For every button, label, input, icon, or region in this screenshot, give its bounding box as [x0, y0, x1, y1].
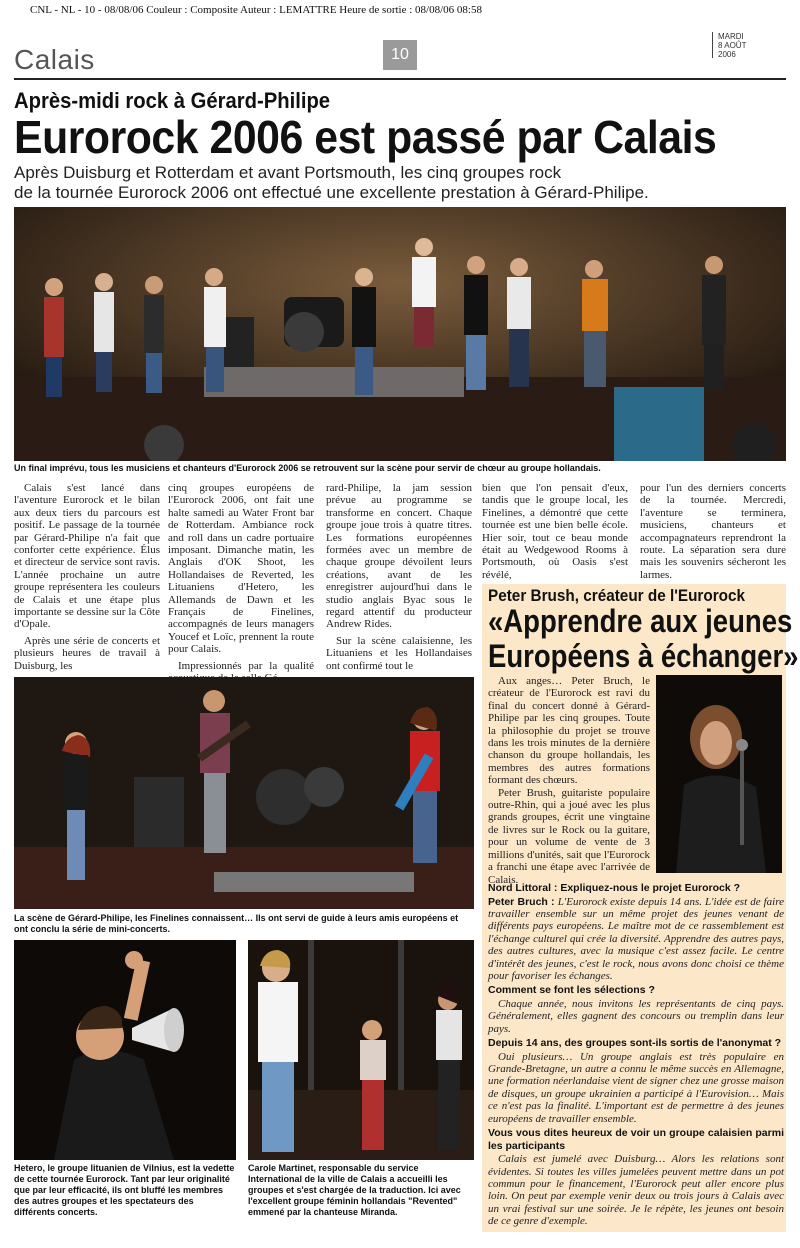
hetero-caption: Hetero, le groupe lituanien de Vilnius, est la vedette de cette tournée Eurorock. Tant par leur originalité que par leur efficacité, ils ont bluffé les membres des autres groupes et les spectateurs des différents concerts. — [14, 1163, 235, 1217]
finelines-photo — [14, 677, 474, 909]
peter-brush-photo — [656, 675, 782, 873]
answer-1-speaker: Peter Bruch : — [488, 895, 558, 908]
issue-date — [718, 32, 788, 59]
article-kicker: Après-midi rock à Gérard-Philipe — [14, 88, 331, 113]
answer-1: L'Eurorock existe depuis 14 ans. L'idée est de faire travailler ensemble sur un même projet des jeunes venant de différents pays européens. Le maître mot de ce rassemblement est l'échange culturel qui crée la diversité. Apprendre des autres pays, des autres cultures, avec la musique c'est assez facile. Le centre d'intérêt des jeunes, c'est le rock, nous avons donc choisi ce thème pour favoriser les échanges. — [488, 895, 784, 983]
question-3: Depuis 14 ans, des groupes sont-ils sortis de l'anonymat ? — [488, 1037, 782, 1050]
article-column-3 — [326, 482, 472, 676]
print-slug: CNL - NL - 10 - 08/08/06 Couleur : Composite Auteur : LEMATTRE Heure de sortie : 08/08/06 08:58 — [30, 4, 482, 16]
main-photo-caption: Un final imprévu, tous les musiciens et chanteurs d'Eurorock 2006 se retrouvent sur la scène pour servir de chœur au groupe hollandais. — [14, 463, 601, 473]
answer-4: Calais est jumelé avec Duisburg… Alors les relations sont évidentes. Si toutes les villes jumelées peuvent mettre dans un pot commun pour le financement, l'Eurorock peut aller encore plus loin. On peut par exemple venir deux ou trois jours à Calais avec un vrai festival sur une soirée. Je le répète, les jeunes ont besoin de ce genre d'exemple. — [488, 1153, 784, 1228]
column-1-paragraph-1: Calais s'est lancé dans l'aventure Eurorock et le bilan aux deux tiers du parcours est positif. Le passage de la tournée par Gérard-Philipe n'a fait que conforter cette expérience. Élus et directeur de service sont ravis. L'année prochaine un autre groupe représentera les couleurs de Calais et une étape plus importante se dessine sur la Côte d'Opale. — [14, 482, 160, 631]
column-2-paragraph-2: Impressionnés par la qualité — [178, 659, 314, 672]
question-1: Nord Littoral : Expliquez-nous le projet Eurorock ? — [488, 882, 741, 894]
article-column-4 — [482, 482, 628, 585]
standfirst-line-1: Après Duisburg et Rotterdam et avant Portsmouth, les cinq groupes rock — [14, 163, 562, 182]
column-3-paragraph-2: Sur la scène calaisienne, les Lituaniens et les Hollandaises ont confirmé tout le — [326, 634, 472, 672]
column-3-paragraph-1: rard-Philipe, la jam session prévue au programme se transforme en concert. Chaque groupe joue trois à quatre titres. Les formations européennes formées avec un membre de chaque groupe dévoilent leurs créations, avant de les enregistrer aujourd'hui dans le studio anglais Byac sous le regard attentif du producteur Andrew Rides. — [326, 482, 472, 631]
article-column-2 — [168, 482, 314, 689]
hetero-photo — [14, 940, 236, 1160]
standfirst-line-2: de la tournée Eurorock 2006 ont effectué une excellente prestation à Gérard-Philipe. — [14, 183, 649, 202]
answer-2: Chaque année, nous invitons les représentants de cinq pays. Généralement, elles gagnent des concours ou tremplin dans leur pays. — [488, 997, 784, 1035]
article-column-1 — [14, 482, 160, 676]
article-column-5 — [640, 482, 786, 585]
finelines-caption: La scène de Gérard-Philipe, les Finelines connaissent… Ils ont servi de guide à leurs amis européens et ont conclu la série de mini-concerts. — [14, 913, 459, 934]
column-4-paragraph-1: bien que l'on pensait d'eux, tandis que le groupe local, les Finelines, a démontré que cette tournée est une bien belle école. Hier soir, tout ce beau monde était au Wedgewood Rooms à Portsmouth, où Oasis s'est révélé, — [482, 482, 628, 581]
interview-kicker: Peter Brush, créateur de l'Eurorock — [488, 586, 746, 605]
interview-title — [488, 603, 799, 674]
header-rule — [14, 78, 786, 80]
section-title: Calais — [14, 44, 95, 75]
question-4: Vous vous dites heureux de voir un groupe calaisien parmi les participants — [488, 1127, 784, 1152]
carole-photo — [248, 940, 474, 1160]
date-year: 2006 — [718, 50, 736, 59]
interview-title-line-1: «Apprendre aux jeunes — [488, 603, 793, 639]
article-headline: Eurorock 2006 est passé par Calais — [14, 111, 717, 163]
column-5-paragraph-1: pour l'un des derniers concerts de la tournée. Mercredi, l'aventure se terminera, musiciens, chanteurs et accompagnateurs reprendront la route. La séparation sera dure mais les souvenirs sécheront les larmes. — [640, 482, 786, 581]
answer-3: Oui plusieurs… Un groupe anglais est très populaire en Grande-Bretagne, un autre a connu le même succès en Allemagne, une formation néerlandaise vient de signer chez une grosse maison de disques, un groupe ukrainien a participé à l'Eurovision… Mais ce n'est pas la finalité. L'important est de permettre à des jeunes européens de travailler ensemble. — [488, 1050, 784, 1125]
main-concert-photo — [14, 207, 786, 461]
column-1-paragraph-2: Après une série de concerts et plusieurs heures de travail à Duisburg, les — [14, 634, 160, 672]
interview-qa — [488, 880, 784, 1228]
article-standfirst — [14, 163, 794, 203]
interview-intro-paragraph-1: Aux anges… Peter Bruch, le créateur de l'Eurorock est ravi du final du concert donné à Gérard-Philipe par les cinq groupes. Toute la philosophie du projet se trouve dans les trois minutes de la dernière chanson du groupe hollandais, les membres des autres formations formant des chœurs. — [488, 675, 650, 787]
page-number: 10 — [383, 40, 417, 70]
date-weekday: MARDI — [718, 32, 744, 41]
column-2-paragraph-1: cinq groupes européens de l'Eurorock 2006, ont fait une halte samedi au Water Front bar de Rotterdam. Ambiance rock and roll dans un cadre portuaire imposant. Dimanche matin, les Anglais d'OK Shoot, les Hollandaises de Reverted, les Lituaniens d'Hetero, les Allemands de Dawn et les Français de Finelines, accompagnés de leurs managers Youcef et Loïc, prennent la route pour Calais. — [168, 482, 314, 656]
question-2: Comment se font les sélections ? — [488, 984, 655, 997]
interview-intro-paragraph-2: Peter Brush, guitariste populaire outre-Rhin, qui a joué avec les plus grands groupes, écrit une vingtaine de livres sur le Rock ou la guitare, pour un volume de vente de 3 millions d'unités, sait que l'Eurorock a franchi une étape avec l'arrivée de Calais. — [488, 786, 650, 886]
date-day-month: 8 AOÛT — [718, 41, 747, 50]
interview-intro — [488, 675, 650, 886]
carole-caption: Carole Martinet, responsable du service International de la ville de Calais a accueilli les groupes et s'est chargée de la traduction. Ici avec l'excellent groupe féminin hollandais "Revented" emmené par la chanteuse Miranda. — [248, 1163, 461, 1217]
date-divider — [712, 32, 713, 58]
interview-title-line-2: Européens à échanger» — [488, 638, 799, 674]
